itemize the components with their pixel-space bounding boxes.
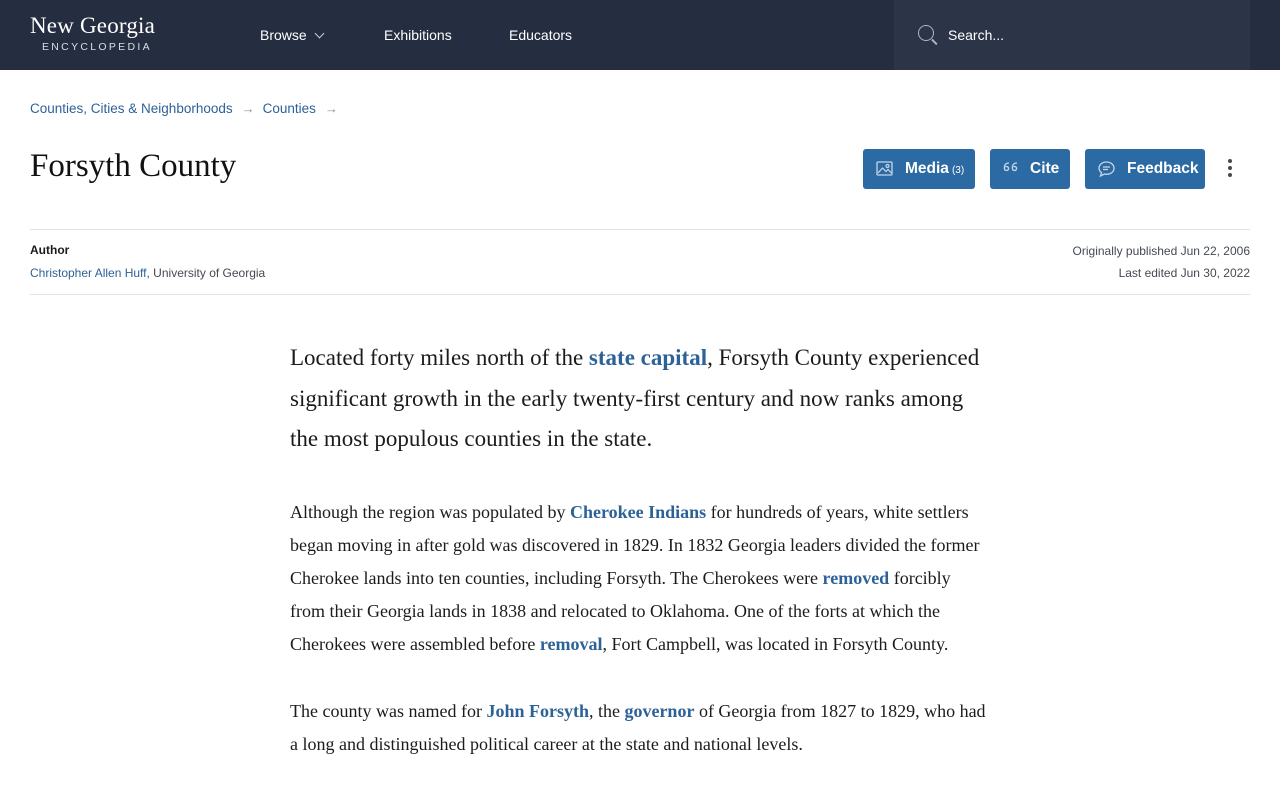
article-paragraph: The county was named for John Forsyth, the governor of Georgia from 1827 to 1829, who had a long and distinguished political career at the state and national levels. [290, 700, 986, 754]
breadcrumb-link-counties-cities[interactable]: Counties, Cities & Neighborhoods [30, 101, 233, 116]
logo-title: New Georgia [30, 13, 156, 38]
quote-icon [1002, 160, 1020, 177]
image-icon [876, 160, 893, 177]
link-removal[interactable]: removal [539, 634, 603, 655]
chevron-down-icon [314, 29, 324, 39]
media-button-label: Media (3) [905, 160, 965, 177]
breadcrumb [30, 101, 346, 116]
link-governor[interactable]: governor [624, 700, 695, 721]
nav-exhibitions[interactable]: Exhibitions [384, 27, 452, 43]
search-input[interactable] [948, 25, 1228, 45]
article-body [290, 338, 990, 794]
author-heading: Author [30, 243, 70, 257]
link-john-forsyth[interactable]: John Forsyth [486, 700, 589, 721]
breadcrumb-link-counties[interactable]: Counties [262, 101, 316, 116]
page-title: Forsyth County [30, 148, 237, 184]
published-date: Originally published Jun 22, 2006 [1072, 244, 1250, 258]
arrow-right-icon: → [324, 101, 338, 116]
divider [30, 229, 1250, 230]
feedback-button-label: Feedback [1127, 160, 1199, 177]
author-link[interactable]: Christopher Allen Huff [30, 266, 147, 280]
article-paragraph: Although the region was populated by Cherokee Indians for hundreds of years, white settlers began moving in after gold was discovered in 1829. In 1832 Georgia leaders divided the former Cherokee lands into ten counties, including Forsyth. The Cherokees were removed forcibly from their Georgia lands in 1838 and relocated to Oklahoma. One of the forts at which the Cherokees were assembled before removal, Fort Campbell, was located in Forsyth County. [290, 501, 980, 655]
more-options-icon[interactable] [1224, 159, 1236, 179]
author-line [30, 266, 265, 280]
arrow-right-icon: → [241, 101, 255, 116]
link-state-capital[interactable]: state capital [588, 345, 708, 370]
cite-button-label: Cite [1030, 160, 1060, 177]
link-cherokee-indians[interactable]: Cherokee Indians [569, 501, 707, 522]
media-button[interactable] [863, 149, 975, 189]
search-icon[interactable] [918, 25, 934, 41]
article-lede: Located forty miles north of the state capital, Forsyth County experienced significant growth in the early twenty-first century and now ranks among the most populous counties in the state. [290, 345, 980, 451]
author-affiliation: , University of Georgia [146, 266, 266, 280]
site-logo[interactable] [30, 14, 155, 53]
nav-browse[interactable] [260, 27, 323, 43]
edited-date: Last edited Jun 30, 2022 [1118, 266, 1250, 280]
link-removed[interactable]: removed [822, 567, 890, 588]
divider [30, 294, 1250, 295]
media-count: (3) [951, 165, 965, 176]
nav-browse-label: Browse [260, 27, 307, 43]
chat-bubble-icon [1097, 160, 1116, 178]
search-bar [894, 0, 1250, 70]
nav-educators[interactable]: Educators [509, 27, 573, 43]
logo-subtitle: ENCYCLOPEDIA [42, 41, 152, 53]
cite-button[interactable] [990, 149, 1070, 189]
feedback-button[interactable] [1085, 149, 1205, 189]
site-header [0, 0, 1280, 70]
